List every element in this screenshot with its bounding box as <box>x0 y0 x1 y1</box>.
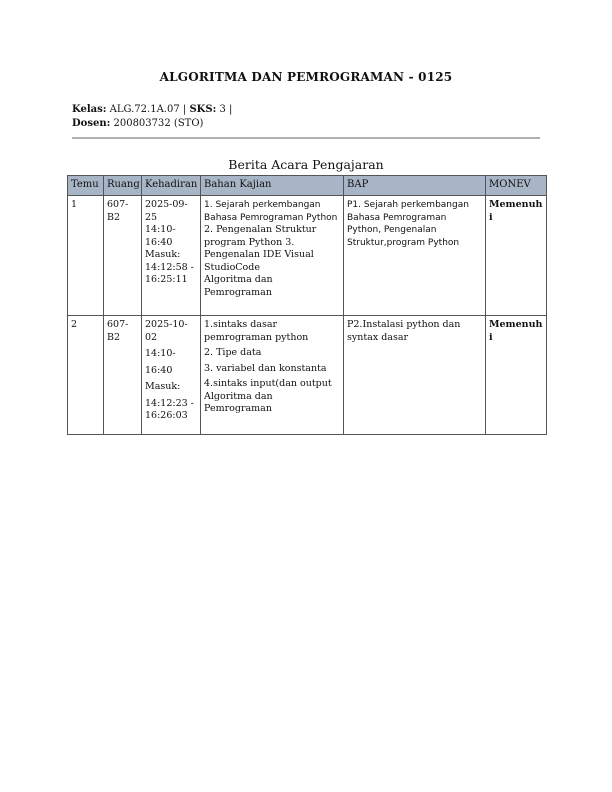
topic-line: 4.sintaks input(dan output <box>204 378 332 389</box>
table-header-row <box>68 176 547 196</box>
cell-temu: 2 <box>68 316 104 435</box>
attendance-date: 2025-10-02 <box>145 319 188 343</box>
divider <box>72 137 540 139</box>
attendance-date: 2025-09-25 <box>145 199 188 223</box>
dosen-value: 200803732 (STO) <box>113 118 204 129</box>
kelas-value: ALG.72.1A.07 | <box>109 104 187 115</box>
cell-monev: Memenuhi <box>486 316 547 435</box>
cell-kehadiran <box>142 316 201 435</box>
attendance-time-start: 14:10- <box>145 348 176 359</box>
table-row <box>68 196 547 316</box>
topic-line: 1.sintaks dasar pemrograman python <box>204 319 309 343</box>
attendance-label: Masuk: <box>145 381 181 392</box>
sks-label: SKS: <box>189 104 217 115</box>
attendance-checkin: 14:12:58 - 16:25:11 <box>145 261 194 285</box>
topic-line: 2. Pengenalan Struktur program Python 3. Pengenalan IDE Visual StudioCode <box>204 224 317 273</box>
dosen-label: Dosen: <box>72 118 111 129</box>
topic-line: 1. Sejarah perkembangan Bahasa Pemrograman Python <box>204 200 338 223</box>
cell-kehadiran <box>142 196 201 316</box>
topic-line: 3. variabel dan konstanta <box>204 362 327 374</box>
table-row <box>68 316 547 435</box>
lecturer-info <box>72 118 203 129</box>
page-title: ALGORITMA DAN PEMROGRAMAN - 0125 <box>159 70 453 84</box>
section-title: Berita Acara Pengajaran <box>228 157 384 172</box>
topic-line: Algoritma dan Pemrograman <box>204 390 273 414</box>
attendance-time: 14:10-16:40 <box>145 224 176 248</box>
header-monev: MONEV <box>486 176 547 196</box>
header-kehadiran: Kehadiran <box>142 176 201 196</box>
cell-bahan-kajian <box>201 316 344 435</box>
header-bahan-kajian: Bahan Kajian <box>201 176 344 196</box>
topic-line: 2. Tipe data <box>204 347 262 358</box>
cell-ruang: 607-B2 <box>104 316 142 435</box>
sks-value: 3 | <box>219 104 233 115</box>
class-info <box>72 104 232 115</box>
cell-temu: 1 <box>68 196 104 316</box>
cell-ruang: 607-B2 <box>104 196 142 316</box>
header-ruang: Ruang <box>104 176 142 196</box>
cell-bahan-kajian <box>201 196 344 316</box>
cell-bap: P1. Sejarah perkembangan Bahasa Pemrograman Python, Pengenalan Struktur,program Python <box>344 196 486 316</box>
cell-monev: Memenuhi <box>486 196 547 316</box>
attendance-time-end: 16:40 <box>145 364 173 376</box>
attendance-checkin: 14:12:23 - 16:26:03 <box>145 397 194 421</box>
bap-table <box>67 175 547 435</box>
attendance-label: Masuk: <box>145 249 181 260</box>
cell-bap: P2.Instalasi python dan syntax dasar <box>344 316 486 435</box>
header-bap: BAP <box>344 176 486 196</box>
header-temu: Temu <box>68 176 104 196</box>
kelas-label: Kelas: <box>72 104 107 115</box>
topic-line: Algoritma dan Pemrograman <box>204 274 273 298</box>
